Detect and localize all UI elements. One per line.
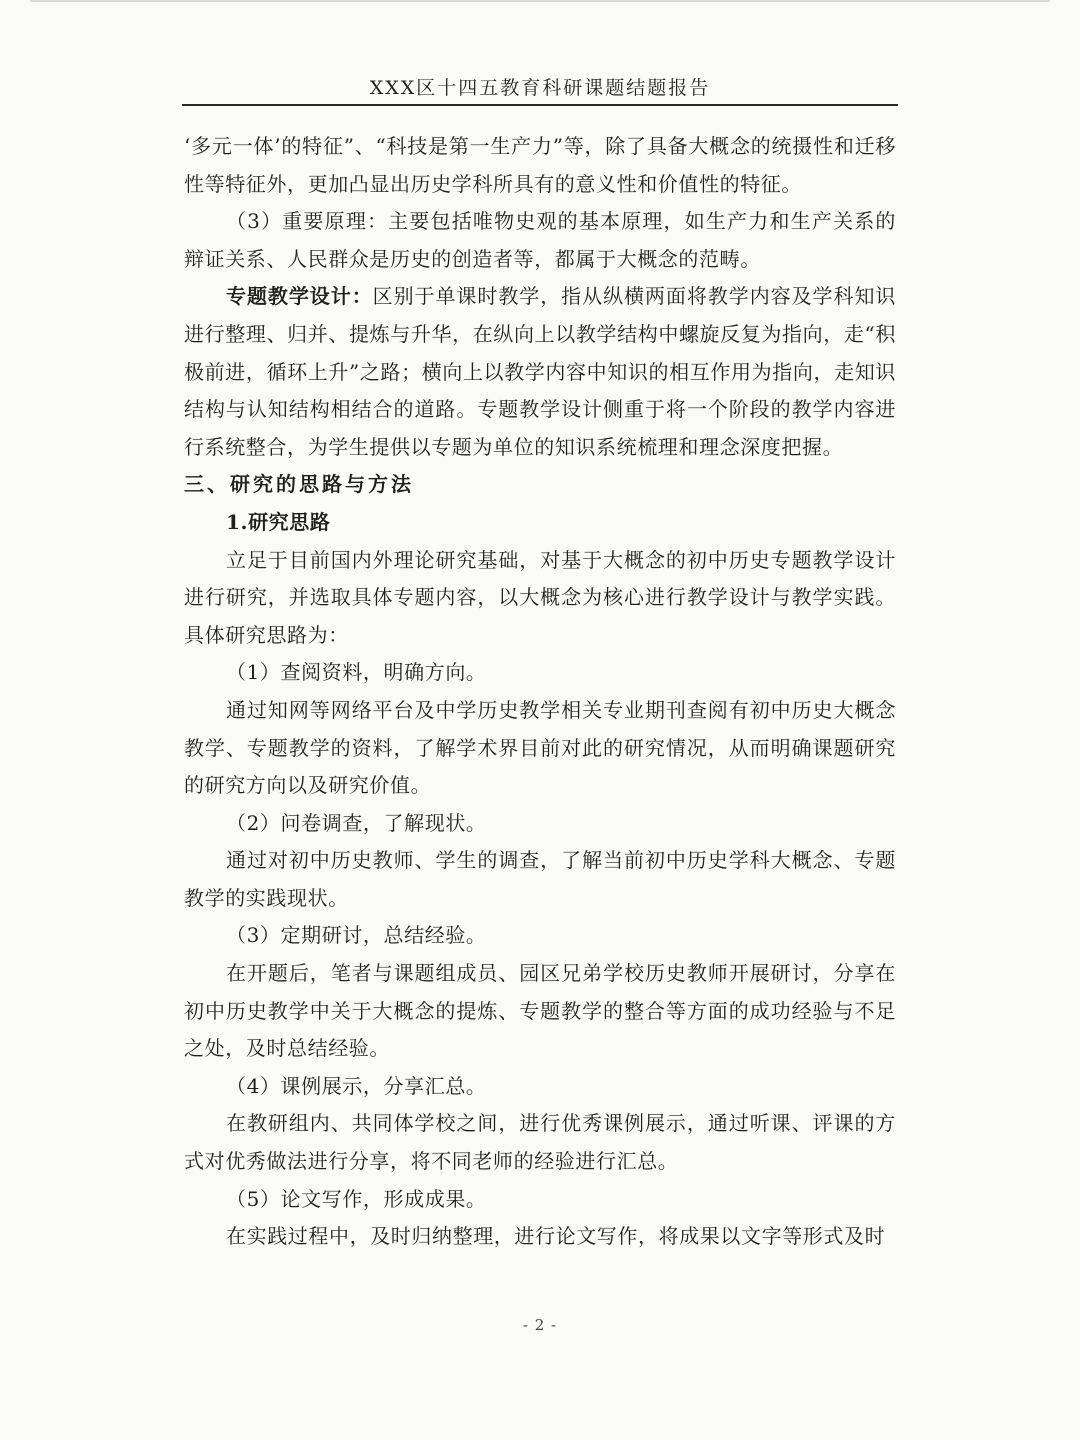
paragraph: （3）重要原理：主要包括唯物史观的基本原理，如生产力和生产关系的辩证关系、人民群众是历史的创造者等，都属于大概念的范畴。 — [184, 209, 896, 271]
page-number: - 2 - — [522, 1316, 558, 1334]
paragraph-definition — [184, 278, 896, 466]
step-heading: （4）课例展示，分享汇总。 — [226, 1073, 487, 1098]
paragraph: 立足于目前国内外理论研究基础，对基于大概念的初中历史专题教学设计进行研究，并选取具体专题内容，以大概念为核心进行教学设计与教学实践。具体研究思路为： — [184, 547, 896, 647]
running-header — [182, 74, 898, 106]
step-heading: （1）查阅资料，明确方向。 — [226, 660, 487, 685]
paragraph: 在教研组内、共同体学校之间，进行优秀课例展示，通过听课、评课的方式对优秀做法进行分享，将不同老师的经验进行汇总。 — [184, 1111, 896, 1174]
step-heading: （2）问卷调查，了解现状。 — [226, 810, 487, 835]
header-title: XXX区十四五教育科研课题结题报告 — [369, 77, 711, 99]
section-heading: 三、研究的思路与方法 — [184, 472, 414, 497]
paragraph: 在开题后，笔者与课题组成员、园区兄弟学校历史教师开展研讨，分享在初中历史教学中关于大概念的提炼、专题教学的整合等方面的成功经验与不足之处，及时总结经验。 — [184, 961, 896, 1061]
step-heading: （3）定期研讨，总结经验。 — [226, 923, 487, 948]
document-body — [184, 128, 896, 1256]
step-heading: （5）论文写作，形成成果。 — [226, 1186, 487, 1211]
paragraph: ‘多元一体’的特征”、“科技是第一生产力”等，除了具备大概念的统摄性和迁移性等特征外，更加凸显出历史学科所具有的意义性和价值性的特征。 — [184, 134, 896, 196]
definition-term: 专题教学设计： — [226, 284, 373, 309]
page-top-edge — [30, 0, 1050, 2]
paragraph: 通过知网等网络平台及中学历史教学相关专业期刊查阅有初中历史大概念教学、专题教学的资料，了解学术界目前对此的研究情况，从而明确课题研究的研究方向以及研究价值。 — [184, 697, 896, 798]
definition-text: 区别于单课时教学，指从纵横两面将教学内容及学科知识进行整理、归并、提炼与升华，在纵向上以教学结构中螺旋反复为指向，走“积极前进，循环上升”之路；横向上以教学内容中知识的相互作用为指向，走知识结构与认知结构相结合的道路。专题教学设计侧重于将一个阶段的教学内容进行系统整合，为学生提供以专题为单位的知识系统梳理和理念深度把握。 — [184, 284, 896, 459]
paragraph: 在实践过程中，及时归纳整理，进行论文写作，将成果以文字等形式及时 — [226, 1224, 886, 1249]
subsection-heading: 1.研究思路 — [226, 509, 331, 534]
paragraph: 通过对初中历史教师、学生的调查，了解当前初中历史学科大概念、专题教学的实践现状。 — [184, 848, 896, 910]
